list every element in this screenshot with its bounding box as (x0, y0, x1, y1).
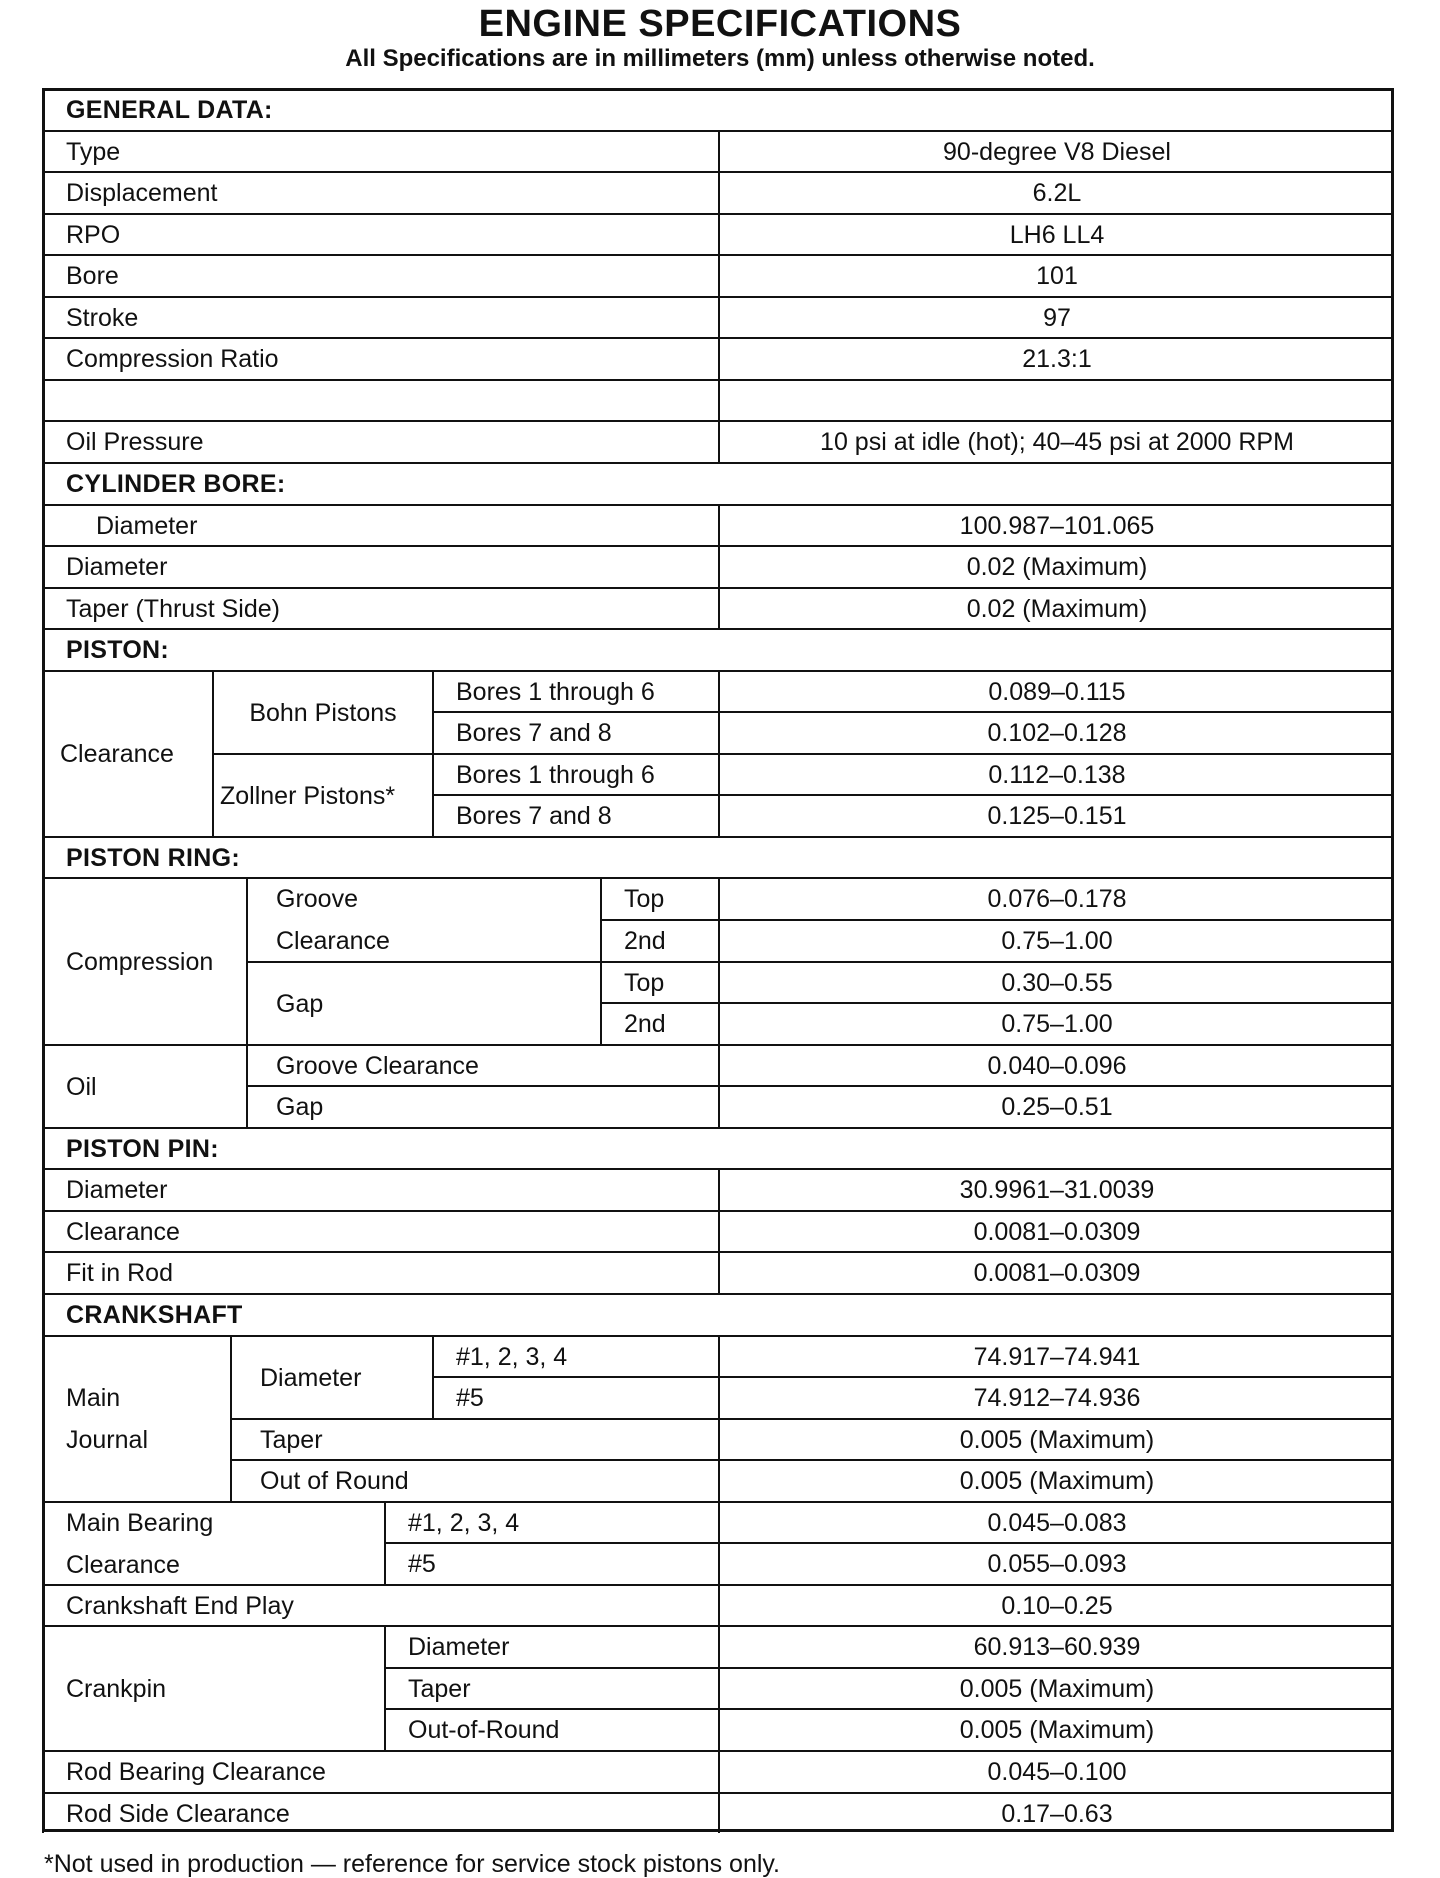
spec-value: 0.30–0.55 (718, 961, 1394, 1002)
spec-value: 6.2L (718, 171, 1394, 213)
sub-label-gap: Gap (246, 961, 600, 1044)
spec-label: Bores 7 and 8 (432, 711, 718, 753)
spec-value: 10 psi at idle (hot); 40–45 psi at 2000 RPM (718, 420, 1394, 462)
spec-label: RPO (42, 213, 718, 254)
sub-label-diameter: Diameter (230, 1335, 432, 1418)
cell-text-line: Clearance (66, 1550, 180, 1579)
spec-value: 0.076–0.178 (718, 877, 1394, 919)
group-label-compression: Compression (42, 877, 246, 1044)
page-title: ENGINE SPECIFICATIONS (478, 3, 962, 45)
group-label-clearance: Clearance (42, 670, 212, 836)
spec-value: 0.089–0.115 (718, 670, 1394, 711)
spec-label: Top (600, 961, 718, 1002)
spec-label: Top (600, 877, 718, 919)
section-header-crankshaft: CRANKSHAFT (42, 1293, 1394, 1335)
spec-value: 100.987–101.065 (718, 504, 1394, 545)
spec-label: Rod Bearing Clearance (42, 1750, 718, 1792)
spec-label: Compression Ratio (42, 337, 718, 379)
spec-value: 21.3:1 (718, 337, 1394, 379)
empty-cell (718, 379, 1394, 420)
section-header-general: GENERAL DATA: (42, 88, 1394, 130)
spec-value: 0.02 (Maximum) (718, 587, 1394, 628)
group-label-crankpin: Crankpin (42, 1625, 384, 1750)
spec-label: Stroke (42, 296, 718, 337)
spec-value: 0.040–0.096 (718, 1044, 1394, 1085)
sub-label-groove-clearance (246, 877, 600, 961)
group-label-main-journal (42, 1335, 230, 1501)
spec-value: 74.917–74.941 (718, 1335, 1394, 1376)
spec-label: Diameter (384, 1625, 718, 1667)
spec-label: Diameter (42, 545, 718, 587)
spec-label: Diameter (42, 504, 718, 545)
spec-label: Bore (42, 254, 718, 296)
cell-text-line: Main Bearing (66, 1508, 214, 1537)
group-label-oil: Oil (42, 1044, 246, 1127)
spec-value: 0.045–0.100 (718, 1750, 1394, 1792)
spec-label: Taper (384, 1667, 718, 1708)
cell-text-line: Groove (276, 885, 358, 913)
spec-value: 0.102–0.128 (718, 711, 1394, 753)
section-header-cylinder-bore: CYLINDER BORE: (42, 462, 1394, 504)
spec-label: Taper (Thrust Side) (42, 587, 718, 628)
spec-value: 90-degree V8 Diesel (718, 130, 1394, 171)
page-subtitle: All Specifications are in millimeters (mm) unless otherwise noted. (345, 45, 1095, 72)
group-label-main-bearing-clearance (42, 1501, 384, 1584)
spec-label: #1, 2, 3, 4 (432, 1335, 718, 1376)
spec-value: 0.10–0.25 (718, 1584, 1394, 1625)
spec-value: 0.005 (Maximum) (718, 1459, 1394, 1501)
spec-label: Crankshaft End Play (42, 1584, 718, 1625)
spec-label: #5 (384, 1542, 718, 1584)
spec-value: 0.112–0.138 (718, 753, 1394, 794)
spec-value: 0.17–0.63 (718, 1792, 1394, 1833)
spec-label: Fit in Rod (42, 1251, 718, 1293)
spec-label: Bores 1 through 6 (432, 753, 718, 794)
spec-label: Out of Round (230, 1459, 718, 1501)
spec-value: 0.75–1.00 (718, 1002, 1394, 1044)
sub-label-zollner: Zollner Pistons* (212, 753, 432, 836)
cell-text-line: Clearance (276, 927, 390, 955)
spec-label: Bores 7 and 8 (432, 794, 718, 836)
spec-value: 0.045–0.083 (718, 1501, 1394, 1542)
spec-label: Groove Clearance (246, 1044, 718, 1085)
spec-value: 0.055–0.093 (718, 1542, 1394, 1584)
spec-value: 97 (718, 296, 1394, 337)
spec-label: Clearance (42, 1210, 718, 1251)
cell-text-line: Journal (66, 1426, 148, 1454)
spec-label: #1, 2, 3, 4 (384, 1501, 718, 1542)
empty-cell (42, 379, 718, 420)
spec-label: Type (42, 130, 718, 171)
section-header-piston: PISTON: (42, 628, 1394, 670)
spec-value: 30.9961–31.0039 (718, 1168, 1394, 1210)
section-header-piston-pin: PISTON PIN: (42, 1127, 1394, 1168)
spec-label: Gap (246, 1085, 718, 1127)
spec-label: Out-of-Round (384, 1708, 718, 1750)
spec-label: 2nd (600, 1002, 718, 1044)
spec-label: Bores 1 through 6 (432, 670, 718, 711)
spec-value: LH6 LL4 (718, 213, 1394, 254)
spec-label: Taper (230, 1418, 718, 1459)
spec-label: #5 (432, 1376, 718, 1418)
spec-label: Diameter (42, 1168, 718, 1210)
spec-value: 0.75–1.00 (718, 919, 1394, 961)
spec-value: 0.25–0.51 (718, 1085, 1394, 1127)
spec-value: 0.02 (Maximum) (718, 545, 1394, 587)
footnote: *Not used in production — reference for service stock pistons only. (44, 1850, 780, 1878)
spec-value: 0.0081–0.0309 (718, 1251, 1394, 1293)
spec-label: Oil Pressure (42, 420, 718, 462)
spec-label: Displacement (42, 171, 718, 213)
sub-label-bohn: Bohn Pistons (212, 670, 432, 753)
spec-value: 0.005 (Maximum) (718, 1418, 1394, 1459)
spec-value: 101 (718, 254, 1394, 296)
section-header-piston-ring: PISTON RING: (42, 836, 1394, 877)
cell-text-line: Main (66, 1384, 121, 1412)
spec-value: 0.0081–0.0309 (718, 1210, 1394, 1251)
spec-value: 0.005 (Maximum) (718, 1667, 1394, 1708)
spec-label: 2nd (600, 919, 718, 961)
spec-label: Rod Side Clearance (42, 1792, 718, 1833)
spec-value: 0.125–0.151 (718, 794, 1394, 836)
spec-value: 60.913–60.939 (718, 1625, 1394, 1667)
spec-value: 74.912–74.936 (718, 1376, 1394, 1418)
spec-value: 0.005 (Maximum) (718, 1708, 1394, 1750)
